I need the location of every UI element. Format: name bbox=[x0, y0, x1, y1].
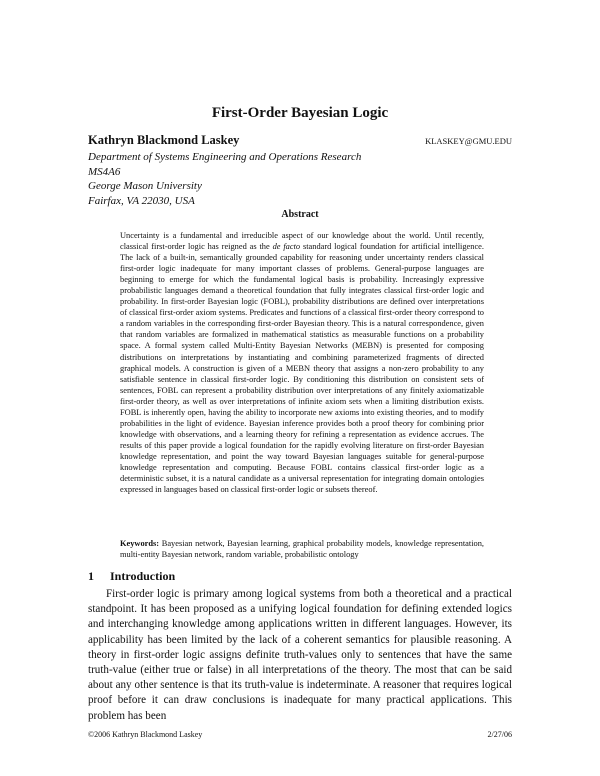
keywords-list: Bayesian network, Bayesian learning, graphical probability models, knowledge representation, multi-entity Bayesian network, random variable, probabilistic ontology bbox=[120, 539, 484, 560]
abstract-text-start: Uncertainty is a fundamental and irreducible aspect of our knowledge about the world. Until recently, classical first-order logic has reigned as the bbox=[120, 231, 484, 252]
author-affiliation bbox=[88, 150, 361, 208]
affiliation-line: Fairfax, VA 22030, USA bbox=[88, 194, 195, 207]
footer-copyright: ©2006 Kathryn Blackmond Laskey bbox=[88, 730, 203, 739]
intro-paragraph bbox=[88, 587, 512, 724]
footer-date: 2/27/06 bbox=[487, 730, 512, 739]
affiliation-line: Department of Systems Engineering and Operations Research bbox=[88, 151, 362, 163]
author-name: Kathryn Blackmond Laskey bbox=[88, 133, 240, 147]
keywords-block bbox=[120, 538, 484, 560]
abstract-text-rest: standard logical foundation for artificial intelligence. The lack of a built-in, semantically grounded capability for reasoning under uncertainty renders classical first-order logic inadequate for many important classes of problems. General-purpose languages are beginning to emerge for which the fundamental logical basis is probability. Increasingly expressive probabilistic languages demand a theoretical foundation that fully integrates classical first-order logic and probability. In first-order Bayesian logic (FOBL), probability distributions are defined over interpretations of classical first-order axiom systems. Predicates and functions of a classical first-order theory correspond to a random variables in the corresponding first-order Bayesian theory. This is a natural correspondence, given that random variables are formalized in mathematical statistics as measurable functions on a probability space. A formal system called Multi-Entity Bayesian Networks (MEBN) is presented for composing distributions on interpretations by instantiating and combining parameterized fragments of directed graphical models. A construction is given of a MEBN theory that assigns a non-zero probability to any satisfiable sentence in classical first-order logic. By conditioning this distribution on consistent sets of sentences, FOBL can represent a probability distribution over interpretations of any finitely axiomatizable first-order theory, as well as over interpretations of infinite axiom sets when a limiting distribution exists. FOBL is inherently open, having the ability to incorporate new axioms into existing theories, and to modify probabilities in the light of evidence. Bayesian inference provides both a proof theory for combining prior knowledge with observations, and a learning theory for refining a representation as evidence accrues. The results of this paper provide a logical foundation for the rapidly evolving literature on first-order Bayesian knowledge representation, and point the way toward Bayesian languages suitable for general-purpose knowledge representation and computing. Because FOBL contains classical first-order logic as a deterministic subset, it is a natural candidate as a universal representation for integrating domain ontologies expressed in languages based on classical first-order logic or subsets thereof. bbox=[120, 242, 484, 495]
section-title: Introduction bbox=[110, 569, 176, 583]
section-heading bbox=[88, 569, 175, 584]
intro-text: First-order logic is primary among logical systems from both a theoretical and a practical standpoint. It has been proposed as a unifying logical foundation for defining extended logics and interchanging knowledge among applications written in different languages. However, its applicability has been limited by the lack of a coherent semantics for plausible reasoning. A theory in first-order logic assigns definite truth-values only to sentences that have the same truth-value (either true or false) in all interpretations of the theory. The most that can be said about any other sentence is that its truth-value is indeterminate. A reasoner that requires logical proof before it can draw conclusions is inadequate for many practical applications. This problem has been bbox=[88, 588, 512, 722]
abstract-italic-term: de facto bbox=[272, 242, 301, 252]
author-email: KLASKEY@GMU.EDU bbox=[425, 136, 512, 146]
affiliation-line: MS4A6 bbox=[88, 165, 121, 178]
section-number: 1 bbox=[88, 569, 94, 583]
affiliation-line: George Mason University bbox=[88, 180, 202, 192]
keywords-label: Keywords: bbox=[120, 539, 160, 548]
abstract-body bbox=[120, 230, 484, 495]
abstract-heading: Abstract bbox=[281, 209, 319, 220]
paper-title: First-Order Bayesian Logic bbox=[211, 105, 389, 121]
